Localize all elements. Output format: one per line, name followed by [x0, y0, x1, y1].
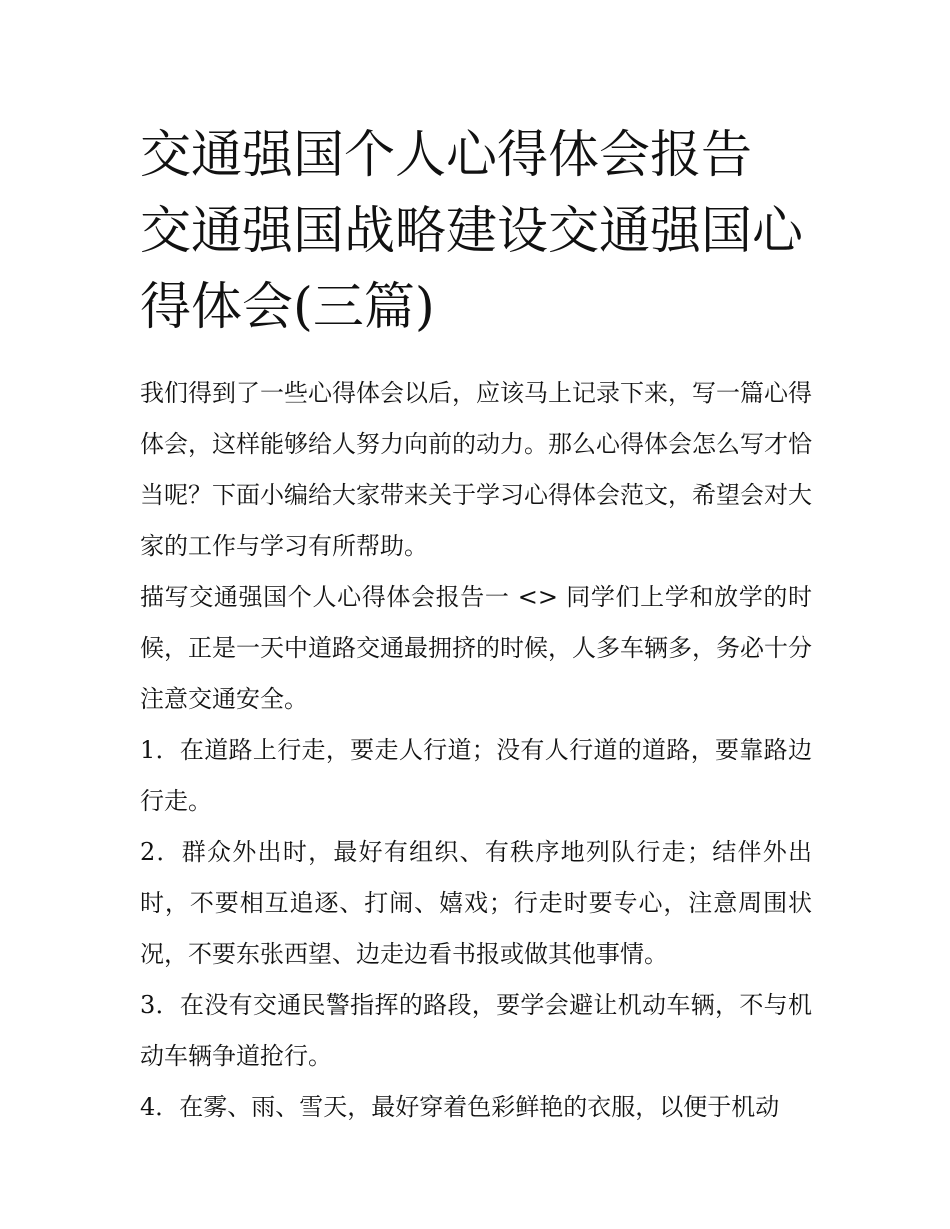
list-item-4: 4．在雾、雨、雪天，最好穿着色彩鲜艳的衣服，以便于机动: [140, 1093, 780, 1121]
intro-paragraph: 我们得到了一些心得体会以后，应该马上记录下来，写一篇心得体会，这样能够给人努力向前的动力。那么心得体会怎么写才恰当呢？下面小编给大家带来关于学习心得体会范文，希望会对大家的工作与学习有所帮助。: [140, 379, 812, 560]
list-item-3: 3．在没有交通民警指挥的路段，要学会避让机动车辆，不与机动车辆争道抢行。: [140, 991, 812, 1070]
section-one-paragraph: 描写交通强国个人心得体会报告一 <> 同学们上学和放学的时候，正是一天中道路交通最拥挤的时候，人多车辆多，务必十分注意交通安全。: [140, 583, 812, 713]
document-page: [140, 118, 812, 1133]
list-item-2: 2．群众外出时，最好有组织、有秩序地列队行走；结伴外出时，不要相互追逐、打闹、嬉戏；行走时要专心，注意周围状况，不要东张西望、边走边看书报或做其他事情。: [140, 838, 812, 968]
document-title: 交通强国个人心得体会报告 交通强国战略建设交通强国心得体会(三篇): [140, 126, 804, 337]
list-item-1: 1．在道路上行走，要走人行道；没有人行道的道路，要靠路边行走。: [140, 736, 812, 815]
